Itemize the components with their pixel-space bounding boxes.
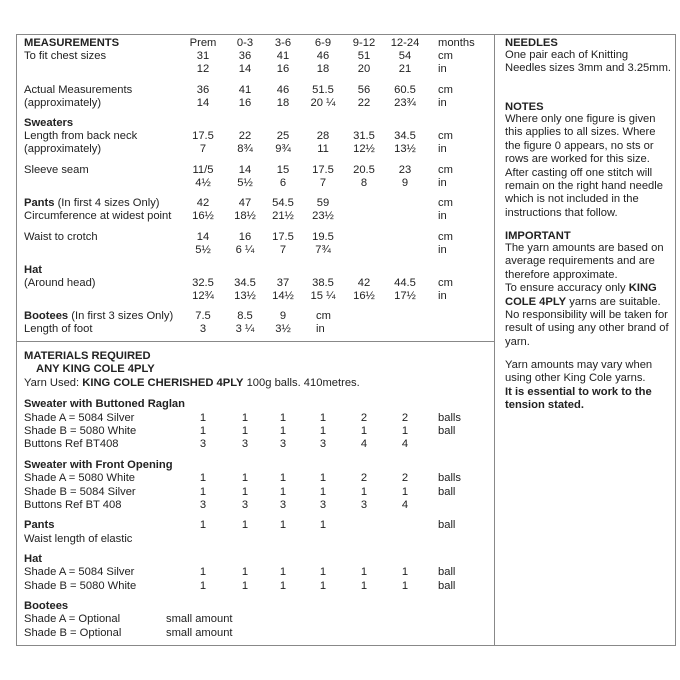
table-cell: 6 [279,177,287,189]
unit-label: cm [438,164,453,176]
table-cell: 17½ [394,290,416,302]
material-cell: 1 [279,412,287,424]
material-cell: 1 [319,412,327,424]
row-label-suffix: (In first 3 sizes Only) [68,310,174,322]
table-cell: 54 [398,50,412,62]
row-label-text: Length from back neck [24,130,138,142]
row-label [24,276,96,290]
table-cell: 20 [357,63,371,75]
material-label: Shade B = 5080 White [24,580,137,592]
material-amount: small amount [166,627,233,639]
important-text-1: The yarn amounts are based on average requirements and are therefore approximate. [505,242,664,281]
table-cell: 34.5 [234,277,256,289]
variation-block [505,359,671,413]
material-cell: 1 [241,412,249,424]
row-label [24,129,137,143]
row-label [24,263,42,277]
material-cell: 1 [360,580,368,592]
material-cell: 1 [319,425,327,437]
material-cell: 1 [199,425,207,437]
unit-label: in [438,97,447,109]
table-cell: 51 [357,50,371,62]
table-cell: 54.5 [272,197,294,209]
size-header: 3-6 [274,37,292,49]
material-cell: 1 [319,566,327,578]
table-cell: 9¾ [275,143,291,155]
table-cell: 41 [276,50,290,62]
table-cell: 56 [357,84,371,96]
table-cell: 3½ [275,323,291,335]
yarn-prefix: Yarn Used: [24,377,83,389]
material-cell: 3 [199,438,207,450]
row-label-text: Pants [24,197,55,209]
material-label: Buttons Ref BT 408 [24,499,122,511]
table-cell: 42 [357,277,371,289]
table-cell: 51.5 [312,84,334,96]
unit-label: cm [438,84,453,96]
row-label-text: Waist to crotch [24,231,98,243]
measurements-title: MEASUREMENTS [24,37,120,49]
material-cell: 1 [279,425,287,437]
material-cell: 1 [360,425,368,437]
material-unit: balls [438,472,462,484]
important-title: IMPORTANT [505,230,571,242]
table-cell: 8¾ [237,143,253,155]
table-cell: 5½ [195,244,211,256]
table-cell: 3 ¼ [235,323,255,335]
row-label-text: Sweaters [24,117,74,129]
row-label-text: (Around head) [24,277,96,289]
unit-label: cm [438,130,453,142]
table-cell: 9 [279,310,287,322]
row-label-text: Bootees [24,310,69,322]
size-header: 6-9 [314,37,332,49]
material-label: Shade A = 5084 Silver [24,566,135,578]
material-cell: 4 [401,499,409,511]
important-text-3: No responsibility will be taken for result of using any other brand of yarn. [505,309,669,348]
row-label-text: Sleeve seam [24,164,89,176]
table-cell: 17.5 [272,231,294,243]
row-label [24,83,132,97]
row-label-text: (approximately) [24,143,102,155]
table-cell: 17.5 [312,164,334,176]
needles-title: NEEDLES [505,37,558,49]
yarn-suffix: 100g balls. 410metres. [243,377,360,389]
material-cell: 1 [401,566,409,578]
table-cell: 11/5 [192,164,214,176]
table-cell: 23½ [312,210,334,222]
row-label [24,322,92,336]
table-cell: 37 [276,277,290,289]
table-cell: 22 [238,130,252,142]
material-cell: 2 [401,412,409,424]
table-cell: 36 [196,84,210,96]
table-cell: 7.5 [195,310,211,322]
row-label [24,96,101,110]
material-cell: 1 [241,580,249,592]
table-cell: 19.5 [312,231,334,243]
table-cell: 7 [199,143,207,155]
material-label: Shade B = Optional [24,627,122,639]
size-header: Prem [189,37,217,49]
table-cell: 18½ [234,210,256,222]
unit-label: in [438,177,447,189]
material-label: Shade B = 5080 White [24,425,137,437]
table-cell: 16 [238,231,252,243]
table-cell: 16½ [353,290,375,302]
material-unit: ball [438,486,456,498]
material-cell: 4 [360,438,368,450]
table-cell: 34.5 [394,130,416,142]
table-cell: 12½ [353,143,375,155]
material-label: Shade A = 5080 White [24,472,136,484]
table-cell: 16 [276,63,290,75]
table-cell: 20.5 [353,164,375,176]
table-cell: 31.5 [353,130,375,142]
material-cell: 1 [199,566,207,578]
units-header: months [438,37,475,49]
material-label: Shade A = Optional [24,613,121,625]
variation-bold: It is essential to work to the tension stated. [505,385,652,412]
material-cell: 3 [319,438,327,450]
size-header: 12-24 [390,37,420,49]
material-cell: 3 [319,499,327,511]
table-cell: 20 ¼ [310,97,336,109]
table-cell: 16½ [192,210,214,222]
material-cell: 1 [319,580,327,592]
row-label-text: To fit chest sizes [24,50,107,62]
table-cell: 46 [316,50,330,62]
table-cell: 7¾ [315,244,331,256]
material-unit: ball [438,580,456,592]
unit-label: cm [438,277,453,289]
table-cell: 14 [196,97,210,109]
material-label: Sweater with Buttoned Raglan [24,398,185,410]
table-cell: 8.5 [237,310,253,322]
material-cell: 1 [401,425,409,437]
table-cell: 47 [238,197,252,209]
table-cell: 21 [398,63,412,75]
table-cell: 32.5 [192,277,214,289]
column-divider [494,34,495,646]
material-cell: 1 [241,519,249,531]
material-cell: 1 [279,566,287,578]
material-label: Hat [24,553,43,565]
row-label [24,163,89,177]
row-label [24,230,98,244]
important-block [505,242,671,349]
material-cell: 1 [401,580,409,592]
material-cell: 1 [319,519,327,531]
row-label [24,309,173,323]
material-label: Waist length of elastic [24,533,133,545]
unit-label: cm [438,197,453,209]
table-cell: 15 [276,164,290,176]
table-cell: 13½ [394,143,416,155]
table-cell: 17.5 [192,130,214,142]
table-cell: 6 ¼ [235,244,255,256]
row-label [24,142,101,156]
material-cell: 3 [279,499,287,511]
table-cell: 18 [316,63,330,75]
unit-label: cm [316,310,331,322]
material-label: Pants [24,519,55,531]
table-cell: 46 [276,84,290,96]
table-cell: 11 [317,143,329,155]
unit-label: in [438,63,447,75]
table-cell: 23 [398,164,412,176]
yarn-name: KING COLE CHERISHED 4PLY [82,377,244,389]
material-cell: 1 [401,486,409,498]
material-cell: 1 [241,566,249,578]
table-cell: 14 [238,164,252,176]
unit-label: in [438,143,447,155]
table-cell: 15 ¼ [310,290,336,302]
material-cell: 1 [319,472,327,484]
material-amount: small amount [166,613,233,625]
table-cell: 4½ [195,177,211,189]
material-cell: 1 [199,519,207,531]
row-label [24,209,171,223]
material-cell: 1 [319,486,327,498]
material-unit: ball [438,425,456,437]
unit-label: cm [438,50,453,62]
size-header: 0-3 [236,37,254,49]
table-cell: 7 [319,177,327,189]
table-cell: 31 [196,50,210,62]
table-cell: 60.5 [394,84,416,96]
material-cell: 3 [241,499,249,511]
important-text-2-suffix: yarns are suitable. [566,295,661,308]
material-cell: 1 [199,486,207,498]
row-label-text: Length of foot [24,323,93,335]
table-cell: 28 [316,130,330,142]
material-cell: 3 [199,499,207,511]
table-cell: 38.5 [312,277,334,289]
material-unit: ball [438,519,456,531]
table-cell: 42 [196,197,210,209]
table-cell: 12¾ [192,290,214,302]
table-cell: 21½ [272,210,294,222]
row-label-text: Circumference at widest point [24,210,172,222]
material-cell: 1 [279,486,287,498]
material-cell: 1 [241,425,249,437]
notes-title: NOTES [505,101,544,113]
material-unit: ball [438,566,456,578]
material-cell: 3 [360,499,368,511]
row-label-suffix: (In first 4 sizes Only) [54,197,160,209]
table-cell: 22 [357,97,371,109]
material-cell: 1 [279,472,287,484]
material-cell: 3 [241,438,249,450]
unit-label: in [438,210,447,222]
table-cell: 59 [316,197,330,209]
important-text-2 [505,282,671,309]
material-cell: 2 [360,472,368,484]
material-cell: 1 [241,472,249,484]
material-cell: 2 [401,472,409,484]
material-cell: 1 [199,472,207,484]
material-cell: 4 [401,438,409,450]
table-cell: 5½ [237,177,253,189]
needles-text: One pair each of Knitting Needles sizes 3mm and 3.25mm. [505,49,672,75]
notes-text: Where only one figure is given this applies to all sizes. Where the figure 0 appears, no sts or rows are worked for this size. After casting off one stitch will remain on the right hand needle which is not included in the instructions that follow. [505,113,663,219]
material-label: Shade A = 5084 Silver [24,412,135,424]
material-label: Shade B = 5084 Silver [24,486,136,498]
table-cell: 13½ [234,290,256,302]
row-label [24,116,73,130]
table-cell: 8 [360,177,368,189]
material-cell: 1 [279,580,287,592]
table-cell: 36 [238,50,252,62]
table-cell: 18 [276,97,290,109]
row-label-text: (approximately) [24,97,102,109]
material-cell: 3 [279,438,287,450]
material-label: Buttons Ref BT408 [24,438,119,450]
table-cell: 7 [279,244,287,256]
row-label [24,49,106,63]
unit-label: in [438,244,447,256]
unit-label: cm [438,231,453,243]
material-cell: 2 [360,412,368,424]
table-cell: 16 [238,97,252,109]
section-divider [16,341,495,342]
material-unit: balls [438,412,462,424]
material-cell: 1 [199,412,207,424]
table-cell: 25 [276,130,290,142]
table-cell: 41 [238,84,252,96]
table-cell: 23¾ [394,97,416,109]
table-cell: 14½ [272,290,294,302]
materials-subtitle: ANY KING COLE 4PLY [36,363,155,375]
row-label-text: Hat [24,264,43,276]
table-cell: 3 [199,323,207,335]
unit-label: in [438,290,447,302]
table-cell: 9 [401,177,409,189]
important-text-2-bold: KING COLE 4PLY [505,282,657,308]
table-cell: 14 [196,231,210,243]
row-label [24,196,160,210]
unit-label: in [316,323,325,335]
material-cell: 1 [241,486,249,498]
table-cell: 44.5 [394,277,416,289]
important-text-2-prefix: To ensure accuracy only [505,282,629,295]
material-label: Sweater with Front Opening [24,459,173,471]
table-cell: 12 [196,63,210,75]
material-label: Bootees [24,600,69,612]
row-label-text: Actual Measurements [24,84,133,96]
yarn-used-line [24,376,360,390]
material-cell: 1 [360,486,368,498]
material-cell: 1 [279,519,287,531]
material-cell: 1 [199,580,207,592]
size-header: 9-12 [352,37,376,49]
variation-text: Yarn amounts may vary when using other King Cole yarns. [505,359,653,385]
materials-title: MATERIALS REQUIRED [24,350,151,362]
material-cell: 1 [360,566,368,578]
table-cell: 14 [238,63,252,75]
